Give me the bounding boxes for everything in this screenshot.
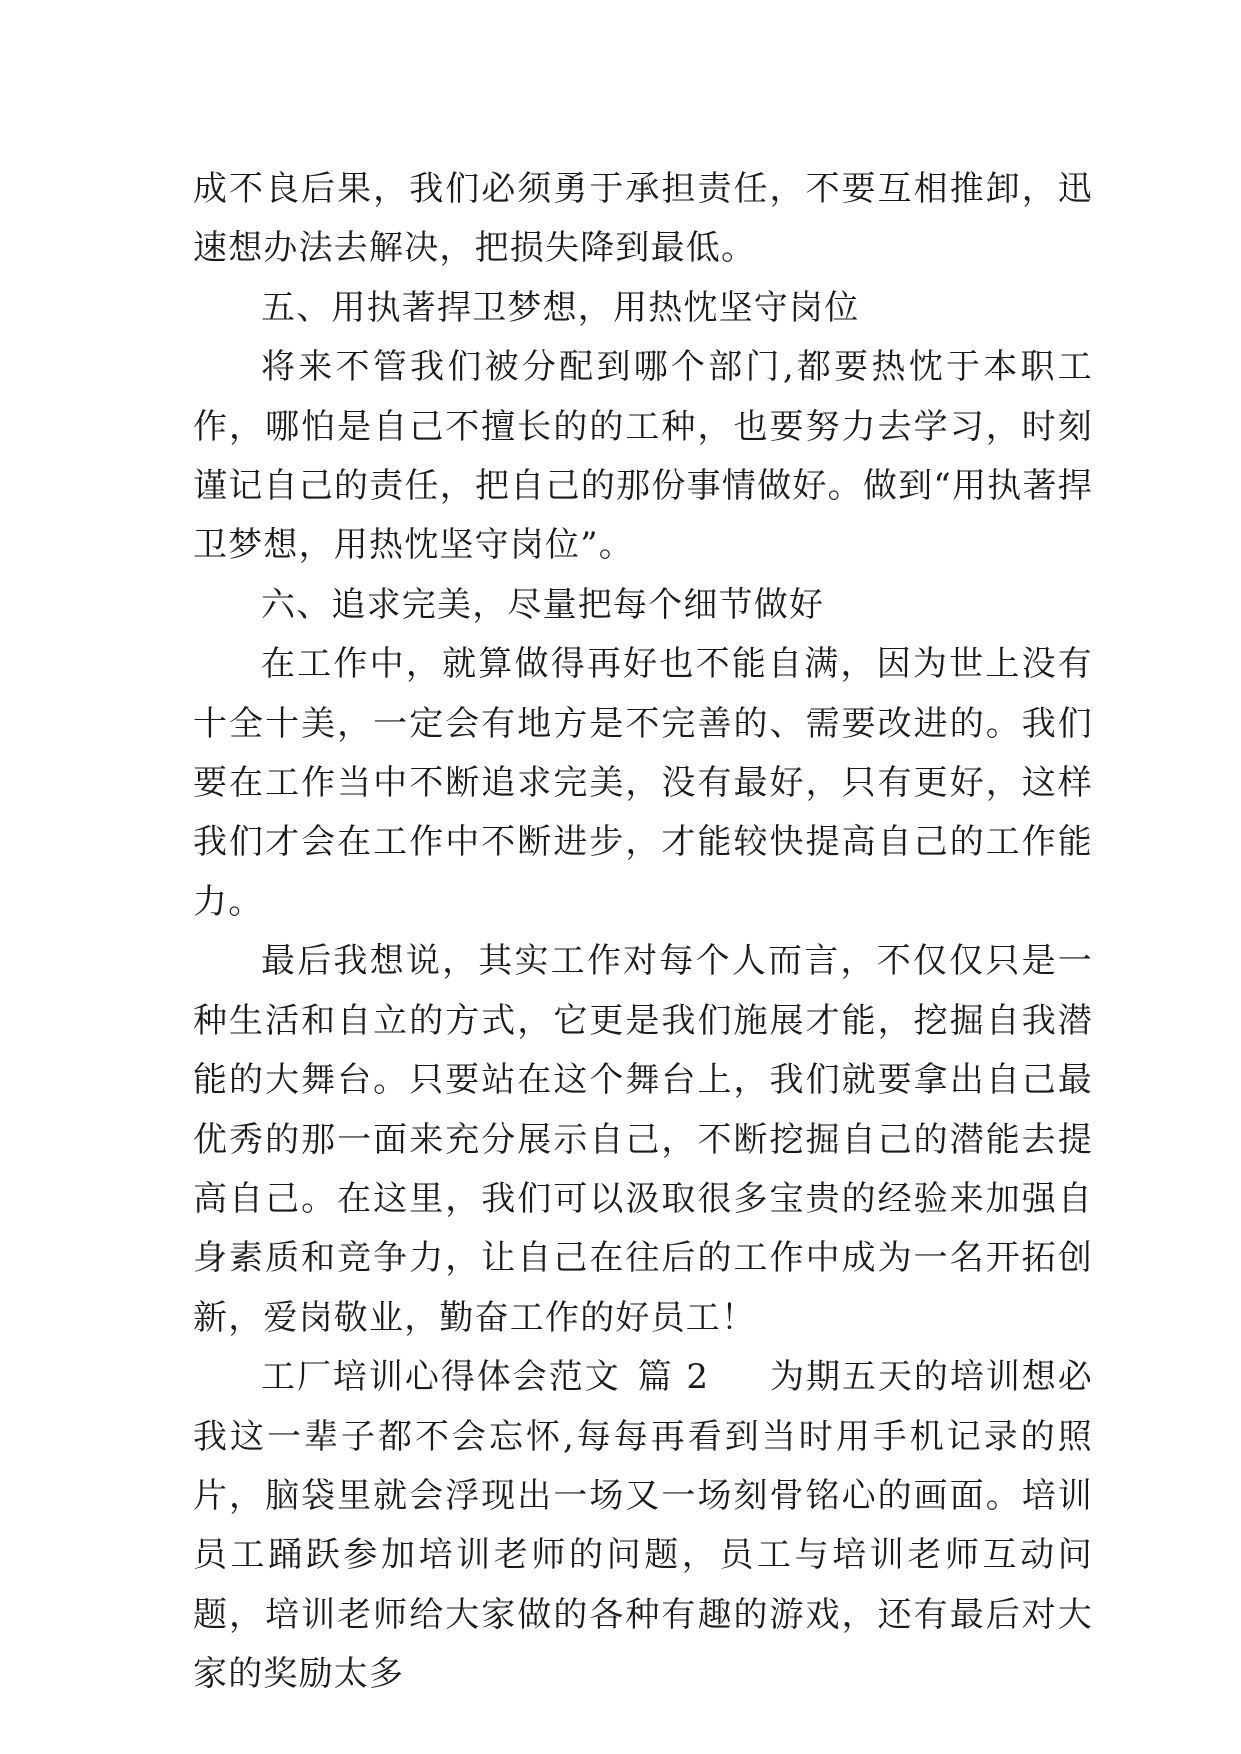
section-2-number: 篇 2 bbox=[637, 1357, 710, 1398]
paragraph-continued: 成不良后果，我们必须勇于承担责任，不要互相推卸，迅速想办法去解决，把损失降到最低。 bbox=[193, 169, 1093, 269]
section-2-paragraph bbox=[193, 1348, 1093, 1704]
paragraph-5: 将来不管我们被分配到哪个部门,都要热忱于本职工作，哪怕是自己不擅长的的工种，也要努力去学习，时刻谨记自己的责任，把自己的那份事情做好。做到“用执著捍卫梦想，用热忱坚守岗位”。 bbox=[193, 347, 1093, 566]
section-2-title: 工厂培训心得体会范文 bbox=[261, 1357, 621, 1398]
section-heading-5: 五、用执著捍卫梦想，用热忱坚守岗位 bbox=[261, 287, 860, 328]
paragraph-6: 在工作中，就算做得再好也不能自满，因为世上没有十全十美，一定会有地方是不完善的、需要改进的。我们要在工作当中不断追求完美，没有最好，只有更好，这样我们才会在工作中不断进步，才能较快提高自己的工作能力。 bbox=[193, 644, 1093, 922]
section-heading-6: 六、追求完美，尽量把每个细节做好 bbox=[261, 584, 825, 625]
section-2-body: 为期五天的培训想必我这一辈子都不会忘怀,每每再看到当时用手机记录的照片，脑袋里就会浮现出一场又一场刻骨铭心的画面。培训员工踊跃参加培训老师的问题，员工与培训老师互动问题，培训老师给大家做的各种有趣的游戏，还有最后对大家的奖励太多 bbox=[193, 1357, 1093, 1695]
text-column bbox=[193, 160, 1093, 1705]
paragraph-conclusion: 最后我想说，其实工作对每个人而言，不仅仅只是一种生活和自立的方式，它更是我们施展才能，挖掘自我潜能的大舞台。只要站在这个舞台上，我们就要拿出自己最优秀的那一面来充分展示自己，不断挖掘自己的潜能去提高自己。在这里，我们可以汲取很多宝贵的经验来加强自身素质和竞争力，让自己在往后的工作中成为一名开拓创新，爱岗敬业，勤奋工作的好员工！ bbox=[193, 941, 1093, 1338]
